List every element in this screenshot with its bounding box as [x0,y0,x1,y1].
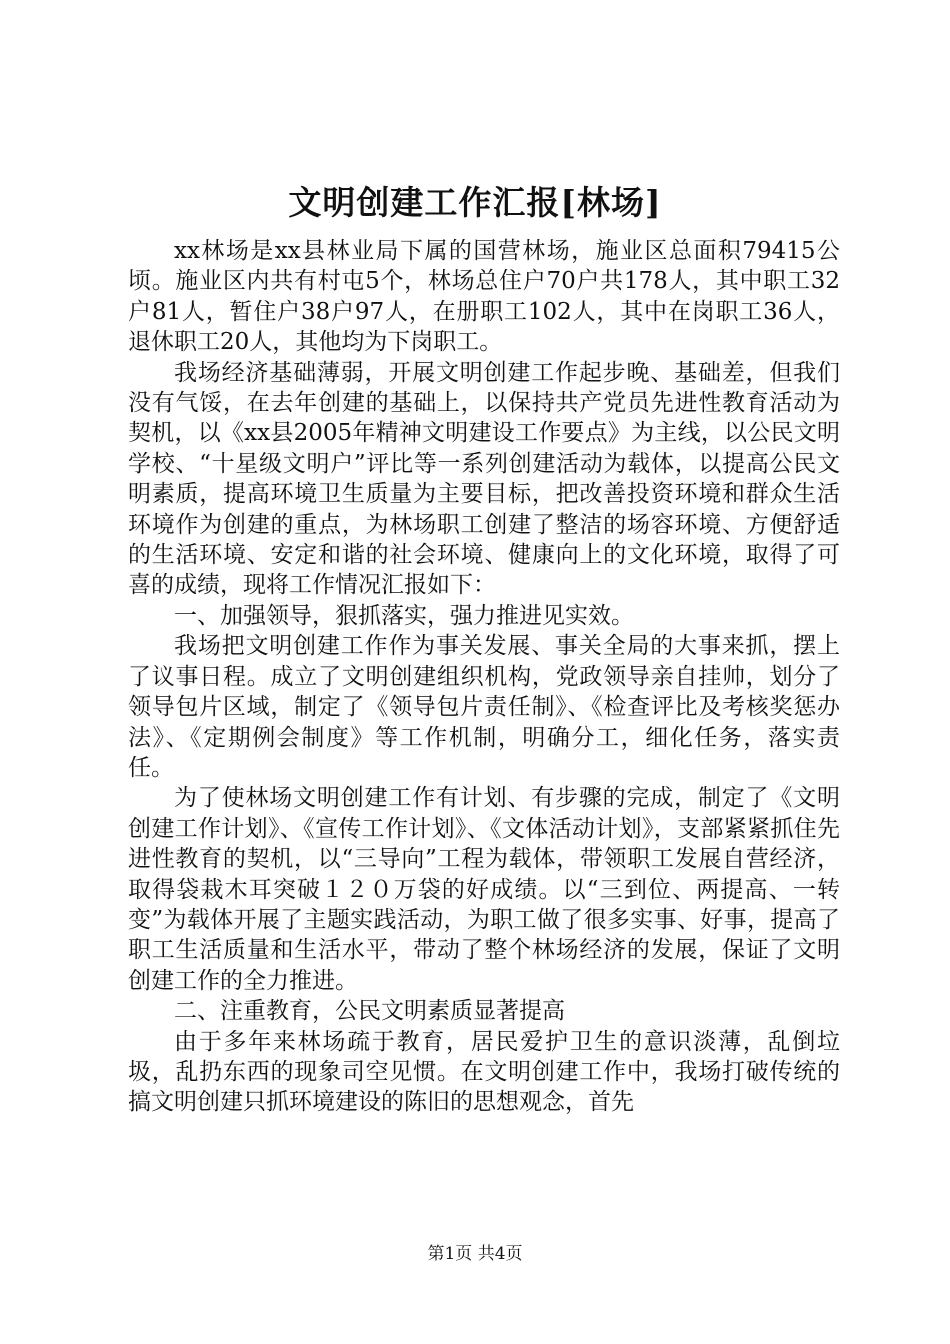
document-title: 文明创建工作汇报[林场] [288,183,662,222]
paragraph-leadership: 我场把文明创建工作作为事关发展、事关全局的大事来抓，摆上了议事日程。成立了文明创建组织机构，党政领导亲自挂帅，划分了领导包片区域，制定了《领导包片责任制》、《检查评比及考核奖惩办法》、《定期例会制度》等工作机制，明确分工，细化任务，落实责任。 [128,633,840,781]
paragraph-planning: 为了使林场文明创建工作有计划、有步骤的完成，制定了《文明创建工作计划》、《宣传工作计划》、《文体活动计划》，支部紧紧抓住先进性教育的契机，以“三导向”工程为载体，带领职工发展自营经济，取得袋栽木耳突破１２０万袋的好成绩。以“三到位、两提高、一转变”为载体开展了主题实践活动，为职工做了很多实事、好事，提高了职工生活质量和生活水平，带动了整个林场经济的发展，保证了文明创建工作的全力推进。 [128,785,840,994]
paragraph-intro: xx林场是xx县林业局下属的国营林场，施业区总面积79415公顷。施业区内共有村屯5个，林场总住户70户共178人，其中职工32户81人，暂住户38户97人，在册职工102人，其中在岗职工36人，退休职工20人，其他均为下岗职工。 [128,238,840,356]
paragraph-overview: 我场经济基础薄弱，开展文明创建工作起步晚、基础差，但我们没有气馁，在去年创建的基础上，以保持共产党员先进性教育活动为契机，以《xx县2005年精神文明建设工作要点》为主线，以公民文明学校、“十星级文明户”评比等一系列创建活动为载体，以提高公民文明素质，提高环境卫生质量为主要目标，把改善投资环境和群众生活环境作为创建的重点，为林场职工创建了整洁的场容环境、方便舒适的生活环境、安定和谐的社会环境、健康向上的文化环境，取得了可喜的成绩，现将工作情况汇报如下： [128,359,840,599]
paragraph-education: 由于多年来林场疏于教育，居民爱护卫生的意识淡薄，乱倒垃圾，乱扔东西的现象司空见惯。在文明创建工作中，我场打破传统的搞文明创建只抓环境建设的陈旧的思想观念，首先 [128,1028,840,1116]
document-body [128,236,840,1118]
section-heading-1: 一、加强领导，狠抓落实，强力推进见实效。 [174,602,634,629]
section-heading-2: 二、注重教育，公民文明素质显著提高 [174,998,565,1025]
page-footer: 第1页 共4页 [427,1244,523,1264]
